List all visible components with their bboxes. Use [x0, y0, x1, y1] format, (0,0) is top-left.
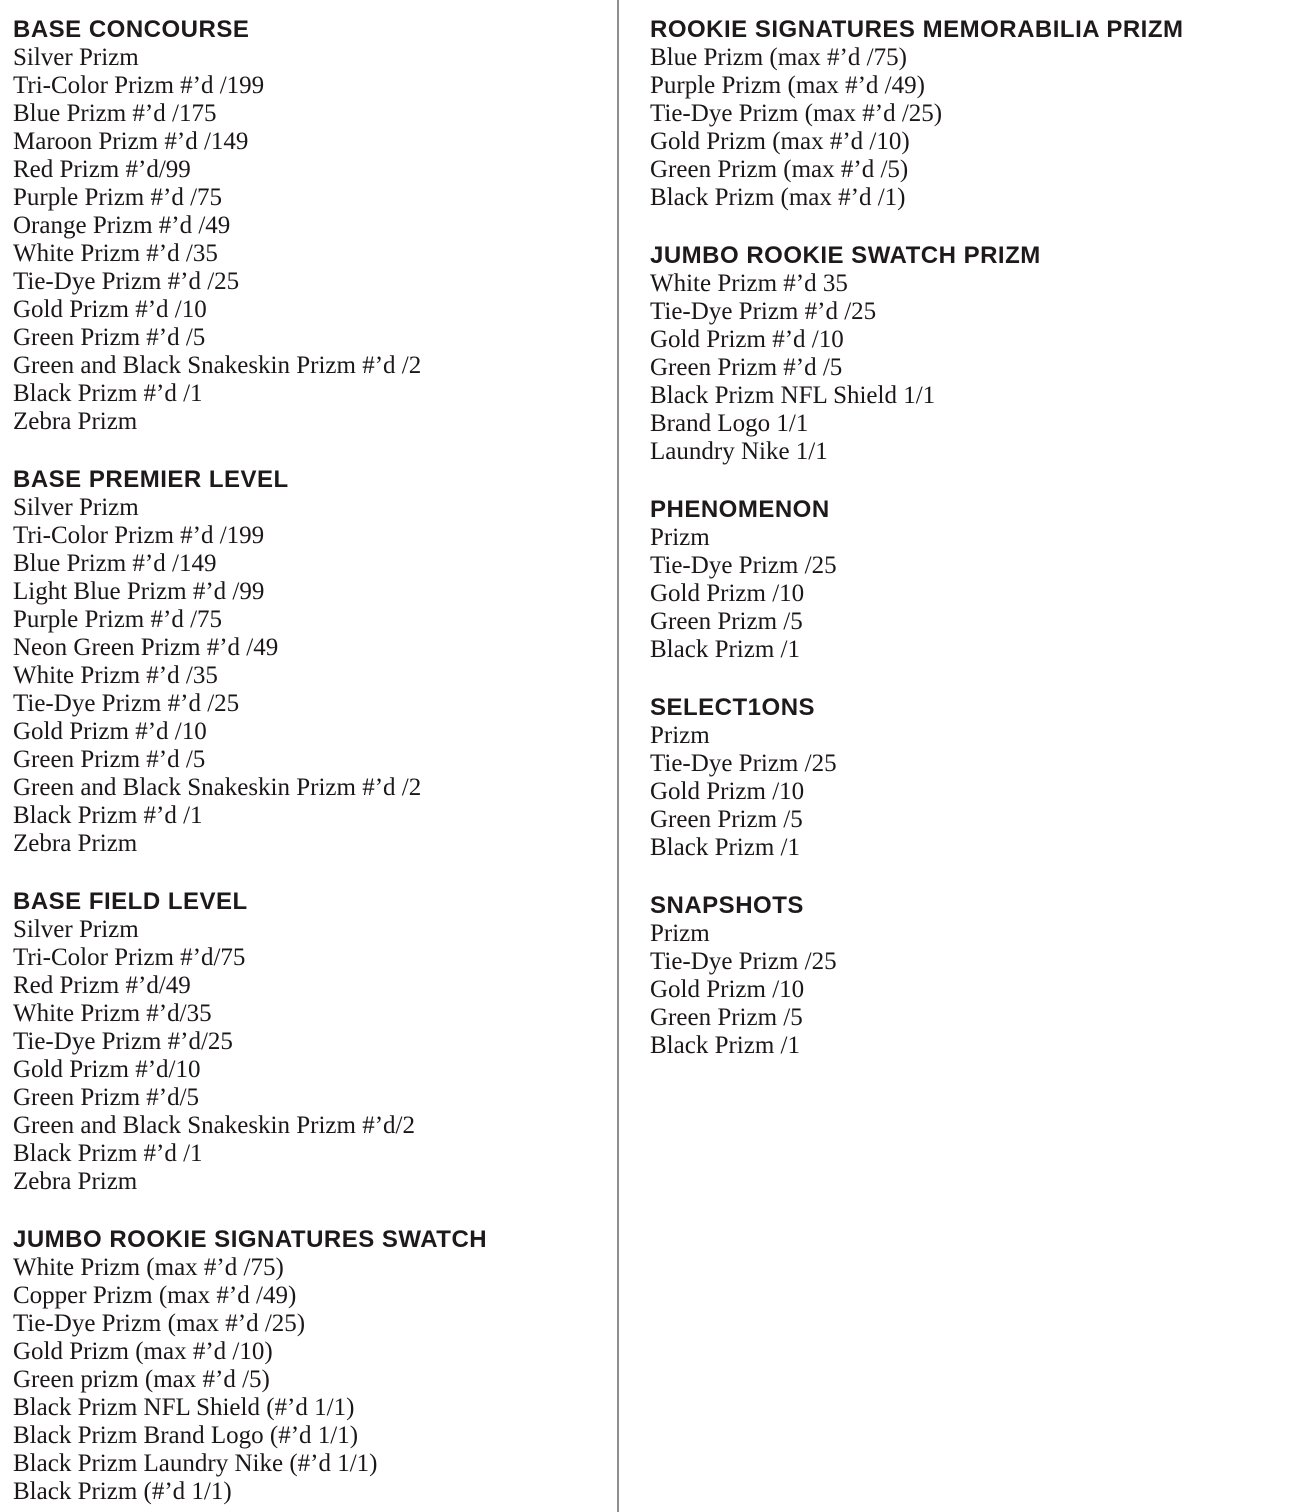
- checklist-item: Gold Prizm #’d /10: [650, 326, 844, 353]
- checklist-item: Green and Black Snakeskin Prizm #’d/2: [13, 1112, 415, 1139]
- checklist-section: [650, 892, 1290, 1060]
- checklist-item: Green prizm (max #’d /5): [13, 1366, 270, 1393]
- section-title: SELECT1ONS: [650, 694, 816, 721]
- section-title: BASE FIELD LEVEL: [13, 888, 248, 915]
- checklist-item: Green Prizm #’d /5: [13, 746, 206, 773]
- checklist-item: Laundry Nike 1/1: [650, 438, 828, 465]
- checklist-section: [13, 16, 603, 436]
- checklist-item: Neon Green Prizm #’d /49: [13, 634, 279, 661]
- checklist-item: Tie-Dye Prizm #’d /25: [13, 690, 240, 717]
- checklist-item: Silver Prizm: [13, 916, 139, 943]
- checklist-item: Green and Black Snakeskin Prizm #’d /2: [13, 352, 422, 379]
- checklist-item: Maroon Prizm #’d /149: [13, 128, 249, 155]
- checklist-item: Silver Prizm: [13, 494, 139, 521]
- checklist-item: Red Prizm #’d/49: [13, 972, 191, 999]
- checklist-item: Green Prizm /5: [650, 1004, 803, 1031]
- checklist-item: Black Prizm NFL Shield (#’d 1/1): [13, 1394, 355, 1421]
- checklist-item: Zebra Prizm: [13, 408, 138, 435]
- checklist-item: White Prizm #’d/35: [13, 1000, 212, 1027]
- checklist-item: Gold Prizm /10: [650, 976, 805, 1003]
- checklist-item: Gold Prizm /10: [650, 778, 805, 805]
- checklist-item: Tie-Dye Prizm /25: [650, 750, 837, 777]
- checklist-section: [13, 1226, 603, 1506]
- right-column: [650, 16, 1290, 1090]
- checklist-item: Brand Logo 1/1: [650, 410, 809, 437]
- checklist-item: Black Prizm NFL Shield 1/1: [650, 382, 936, 409]
- checklist-item: Tie-Dye Prizm /25: [650, 552, 837, 579]
- checklist-item: Black Prizm #’d /1: [13, 802, 203, 829]
- checklist-item: Tie-Dye Prizm (max #’d /25): [650, 100, 943, 127]
- checklist-item: Black Prizm (max #’d /1): [650, 184, 906, 211]
- checklist-item: Black Prizm /1: [650, 834, 800, 861]
- checklist-item: Gold Prizm #’d /10: [13, 296, 207, 323]
- left-column: [13, 16, 603, 1512]
- section-title: ROOKIE SIGNATURES MEMORABILIA PRIZM: [650, 16, 1184, 43]
- checklist-item: Black Prizm (#’d 1/1): [13, 1478, 232, 1505]
- checklist-item: Copper Prizm (max #’d /49): [13, 1282, 297, 1309]
- checklist-item: Black Prizm /1: [650, 636, 800, 663]
- section-title: JUMBO ROOKIE SWATCH PRIZM: [650, 242, 1041, 269]
- checklist-section: [650, 694, 1290, 862]
- checklist-item: Red Prizm #’d/99: [13, 156, 191, 183]
- checklist-item: Tie-Dye Prizm #’d/25: [13, 1028, 233, 1055]
- checklist-item: Blue Prizm #’d /175: [13, 100, 217, 127]
- checklist-item: Purple Prizm (max #’d /49): [650, 72, 925, 99]
- checklist-item: Green Prizm #’d/5: [13, 1084, 200, 1111]
- checklist-item: Tie-Dye Prizm (max #’d /25): [13, 1310, 306, 1337]
- checklist-section: [650, 496, 1290, 664]
- checklist-item: Green Prizm /5: [650, 608, 803, 635]
- checklist-item: Purple Prizm #’d /75: [13, 184, 223, 211]
- checklist-item: White Prizm (max #’d /75): [13, 1254, 284, 1281]
- checklist-section: [650, 16, 1290, 212]
- checklist-item: Gold Prizm (max #’d /10): [650, 128, 910, 155]
- checklist-item: Tri-Color Prizm #’d /199: [13, 522, 265, 549]
- section-title: PHENOMENON: [650, 496, 830, 523]
- section-title: BASE PREMIER LEVEL: [13, 466, 289, 493]
- checklist-item: Green Prizm /5: [650, 806, 803, 833]
- section-title: JUMBO ROOKIE SIGNATURES SWATCH: [13, 1226, 488, 1253]
- checklist-item: Gold Prizm #’d/10: [13, 1056, 201, 1083]
- checklist-item: White Prizm #’d 35: [650, 270, 848, 297]
- checklist-item: Zebra Prizm: [13, 1168, 138, 1195]
- checklist-item: Black Prizm #’d /1: [13, 1140, 203, 1167]
- checklist-item: Tri-Color Prizm #’d/75: [13, 944, 246, 971]
- checklist-item: Black Prizm #’d /1: [13, 380, 203, 407]
- checklist-item: Prizm: [650, 722, 710, 749]
- section-title: SNAPSHOTS: [650, 892, 804, 919]
- checklist-item: Green Prizm #’d /5: [13, 324, 206, 351]
- checklist-item: Blue Prizm (max #’d /75): [650, 44, 907, 71]
- checklist-item: Silver Prizm: [13, 44, 139, 71]
- checklist-item: Black Prizm /1: [650, 1032, 800, 1059]
- checklist-item: Gold Prizm #’d /10: [13, 718, 207, 745]
- checklist-item: Purple Prizm #’d /75: [13, 606, 223, 633]
- checklist-item: Light Blue Prizm #’d /99: [13, 578, 265, 605]
- checklist-item: Zebra Prizm: [13, 830, 138, 857]
- checklist-item: Tie-Dye Prizm #’d /25: [650, 298, 877, 325]
- checklist-item: Gold Prizm (max #’d /10): [13, 1338, 273, 1365]
- checklist-item: Orange Prizm #’d /49: [13, 212, 231, 239]
- checklist-item: Gold Prizm /10: [650, 580, 805, 607]
- checklist-item: Blue Prizm #’d /149: [13, 550, 217, 577]
- column-divider: [617, 0, 619, 1512]
- checklist-item: Green Prizm (max #’d /5): [650, 156, 909, 183]
- checklist-item: Green and Black Snakeskin Prizm #’d /2: [13, 774, 422, 801]
- checklist-item: Tie-Dye Prizm /25: [650, 948, 837, 975]
- checklist-item: Prizm: [650, 524, 710, 551]
- checklist-section: [13, 466, 603, 858]
- checklist-item: Green Prizm #’d /5: [650, 354, 843, 381]
- checklist-section: [650, 242, 1290, 466]
- checklist-item: Black Prizm Brand Logo (#’d 1/1): [13, 1422, 359, 1449]
- checklist-section: [13, 888, 603, 1196]
- checklist-item: Black Prizm Laundry Nike (#’d 1/1): [13, 1450, 378, 1477]
- checklist-item: White Prizm #’d /35: [13, 662, 218, 689]
- checklist-item: Tie-Dye Prizm #’d /25: [13, 268, 240, 295]
- section-title: BASE CONCOURSE: [13, 16, 250, 43]
- checklist-item: Prizm: [650, 920, 710, 947]
- checklist-item: White Prizm #’d /35: [13, 240, 218, 267]
- checklist-item: Tri-Color Prizm #’d /199: [13, 72, 265, 99]
